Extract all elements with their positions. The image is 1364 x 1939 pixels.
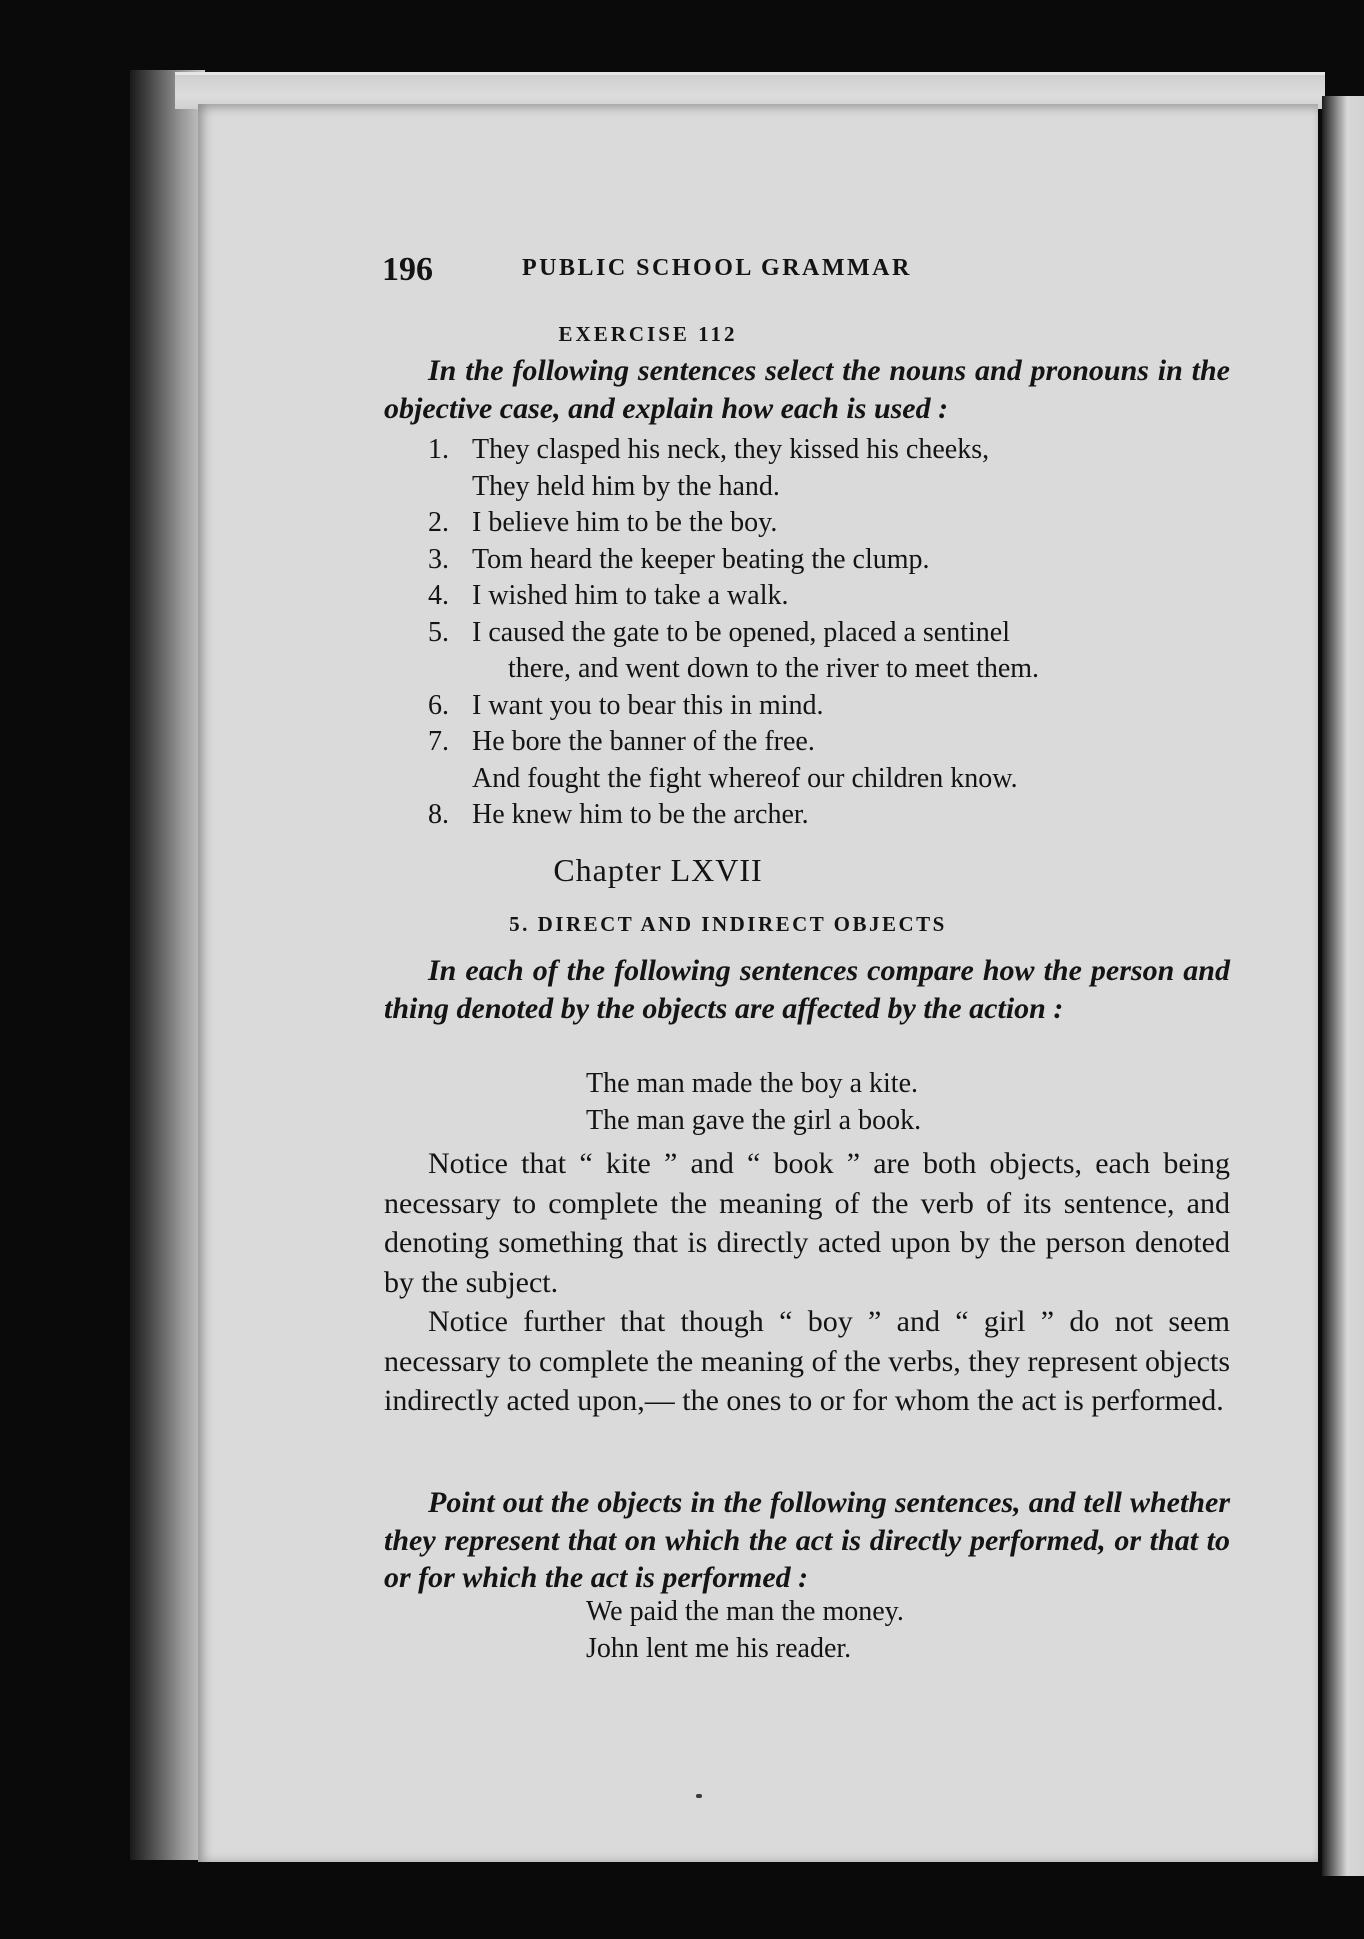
item-text-continued: there, and went down to the river to meet them. bbox=[508, 653, 1040, 684]
book-page bbox=[198, 104, 1318, 1862]
chapter-heading: Chapter LXVII bbox=[553, 852, 763, 888]
second-instruction: Point out the objects in the following sentences, and tell whether they represent that on which the act is directly performed, or that to or for which the act is performed : bbox=[384, 1486, 1230, 1594]
item-text: He knew him to be the archer. bbox=[472, 799, 809, 830]
item-number: 5. bbox=[428, 616, 449, 648]
section-heading: 5. DIRECT AND INDIRECT OBJECTS bbox=[509, 912, 947, 936]
example-sentence: The man gave the girl a book. bbox=[586, 1104, 922, 1136]
item-number: 4. bbox=[428, 580, 449, 611]
list-item bbox=[428, 615, 1228, 688]
list-item bbox=[428, 724, 1228, 797]
list-item bbox=[428, 505, 1228, 542]
exercise-instruction: In the following sentences select the nouns and pronouns in the objective case, and explain how each is used : bbox=[384, 354, 1230, 425]
item-text: I believe him to be the boy. bbox=[472, 507, 778, 538]
item-text: Tom heard the keeper beating the clump. bbox=[472, 543, 930, 575]
item-text: I caused the gate to be opened, placed a sentinel bbox=[472, 616, 1010, 648]
ink-speck bbox=[696, 1794, 702, 1798]
item-number: 2. bbox=[428, 507, 449, 538]
exercise-list bbox=[428, 432, 1228, 834]
running-head bbox=[382, 251, 1022, 293]
item-number: 7. bbox=[428, 726, 449, 757]
list-item bbox=[428, 797, 1228, 834]
item-text: He bore the banner of the free. bbox=[472, 726, 815, 757]
item-number: 6. bbox=[428, 689, 449, 721]
list-item bbox=[428, 432, 1228, 505]
example-sentences bbox=[586, 1066, 986, 1139]
example-sentence: The man made the boy a kite. bbox=[586, 1068, 918, 1099]
example-sentences bbox=[586, 1594, 986, 1667]
page-number: 196 bbox=[382, 251, 433, 288]
item-number: 3. bbox=[428, 543, 449, 575]
example-sentence: We paid the man the money. bbox=[586, 1596, 904, 1627]
item-number: 1. bbox=[428, 434, 449, 465]
item-text: I want you to bear this in mind. bbox=[472, 689, 824, 721]
item-text: I wished him to take a walk. bbox=[472, 580, 789, 611]
item-text-continued: And fought the fight whereof our children know. bbox=[472, 762, 1018, 794]
chapter-instruction: In each of the following sentences compare how the person and thing denoted by the objects are affected by the action : bbox=[384, 954, 1230, 1025]
list-item bbox=[428, 578, 1228, 615]
page-text-area bbox=[198, 104, 1318, 1862]
running-title: PUBLIC SCHOOL GRAMMAR bbox=[522, 255, 912, 281]
item-text-continued: They held him by the hand. bbox=[472, 470, 780, 502]
item-number: 8. bbox=[428, 799, 449, 830]
facing-page-edge bbox=[1322, 96, 1364, 1876]
item-text: They clasped his neck, they kissed his cheeks, bbox=[472, 434, 990, 465]
list-item bbox=[428, 542, 1228, 579]
exercise-heading: EXERCISE 112 bbox=[558, 322, 738, 346]
body-paragraph: Notice that “ kite ” and “ book ” are both objects, each being necessary to complete the meaning of the verb of its sentence, and denoting something that is directly acted upon by the person denoted by the subject. bbox=[384, 1147, 1230, 1299]
list-item bbox=[428, 688, 1228, 725]
example-sentence: John lent me his reader. bbox=[586, 1632, 852, 1664]
body-paragraph: Notice further that though “ boy ” and “ girl ” do not seem necessary to complete the meaning of the verbs, they represent objects indirectly acted upon,— the ones to or for whom the act is performed. bbox=[384, 1305, 1230, 1417]
book-spine bbox=[130, 70, 205, 1860]
